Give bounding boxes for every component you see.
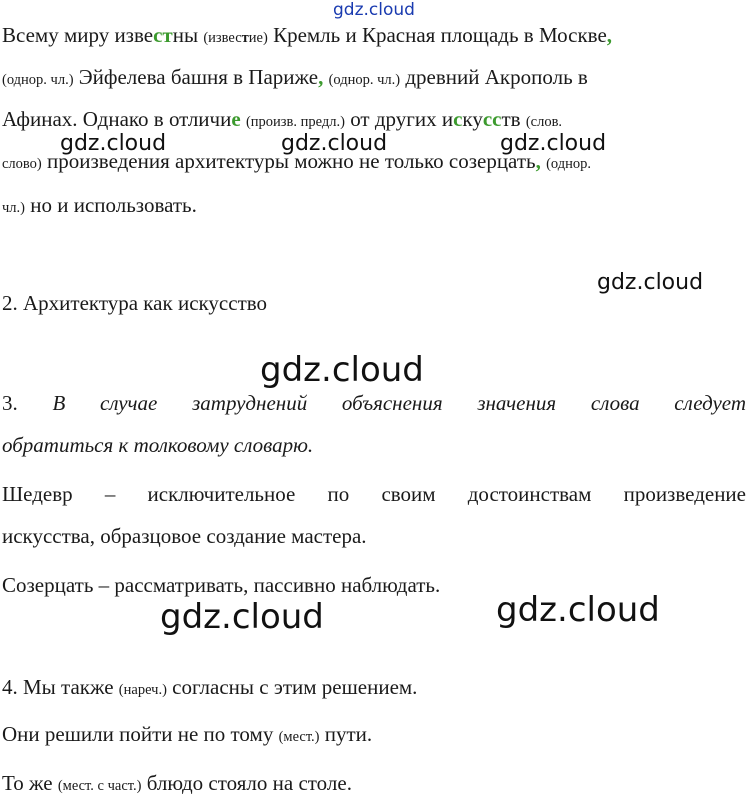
- annotation: чл.): [2, 200, 25, 216]
- section-4-line-2: [2, 721, 372, 750]
- paragraph-1-line-4: [2, 148, 591, 177]
- watermark: gdz.cloud: [496, 590, 660, 630]
- section-3-line-1: [2, 390, 746, 416]
- highlight-letter: с: [453, 107, 463, 131]
- watermark: gdz.cloud: [597, 270, 704, 295]
- section-2-heading: 2. Архитектура как искусство: [2, 291, 268, 315]
- watermark-top: gdz.cloud: [333, 0, 415, 20]
- highlight-comma: ,: [606, 23, 613, 47]
- annotation: (однор. чл.): [328, 72, 401, 88]
- definition-1-line-1: Шедевр – исключительное по своим достоинствам произведение: [2, 482, 746, 506]
- watermark: gdz.cloud: [60, 131, 167, 156]
- text: от других и: [344, 107, 454, 131]
- section-3-line-2: обратиться к толковому словарю.: [2, 433, 314, 457]
- text: Они решили пойти не по тому: [2, 722, 279, 746]
- text: произведения архитектуры можно не только созерцать: [41, 149, 536, 173]
- annotation: (нареч.): [118, 682, 167, 698]
- paragraph-1-line-3: [2, 106, 562, 135]
- annotation: (мест.): [278, 729, 320, 745]
- highlight-letters: ст: [153, 23, 173, 47]
- text: пути.: [319, 722, 373, 746]
- watermark: gdz.cloud: [260, 350, 424, 390]
- text: ку: [462, 107, 483, 131]
- highlight-letter: е: [231, 107, 241, 131]
- text: Всему миру изве: [2, 23, 154, 47]
- text: Афинах. Однако в отличи: [2, 107, 232, 131]
- watermark: gdz.cloud: [160, 597, 324, 637]
- annotation: слово): [2, 156, 42, 172]
- text: То же: [2, 771, 58, 795]
- paragraph-1-line-5: [2, 192, 197, 221]
- text: древний Акрополь в: [400, 65, 588, 89]
- definition-2: Созерцать – рассматривать, пассивно наблюдать.: [2, 573, 441, 597]
- highlight-comma: ,: [535, 149, 541, 173]
- annotation: ие): [248, 30, 268, 46]
- annotation-bold-letter: т: [241, 30, 249, 46]
- watermark: gdz.cloud: [281, 131, 388, 156]
- paragraph-1-line-2: [2, 64, 588, 93]
- text: блюдо стояло на столе.: [141, 771, 352, 795]
- section-number: 3.: [2, 391, 53, 415]
- text: ны: [172, 23, 204, 47]
- watermark: gdz.cloud: [500, 131, 607, 156]
- text: Эйфелева башня в Париже: [73, 65, 319, 89]
- definition-1-line-2: искусства, образцовое создание мастера.: [2, 524, 367, 548]
- highlight-letters: сс: [482, 107, 502, 131]
- annotation: (произв. предл.): [245, 114, 345, 130]
- annotation: (мест. с част.): [57, 778, 142, 794]
- instruction-text: В случае затруднений объяснения значения слова следует: [52, 391, 746, 415]
- text: 4. Мы также: [2, 675, 119, 699]
- text: тв: [501, 107, 526, 131]
- annotation: (слов.: [525, 114, 563, 130]
- section-4-line-1: [2, 674, 417, 703]
- paragraph-1-line-1: [2, 22, 612, 51]
- annotation: (извес: [203, 30, 242, 46]
- highlight-comma: ,: [318, 65, 324, 89]
- annotation: (однор. чл.): [2, 72, 74, 88]
- text: Кремль и Красная площадь в Москве: [267, 23, 607, 47]
- text: но и использовать.: [24, 193, 197, 217]
- text: согласны с этим решением.: [166, 675, 418, 699]
- annotation: (однор.: [546, 156, 592, 172]
